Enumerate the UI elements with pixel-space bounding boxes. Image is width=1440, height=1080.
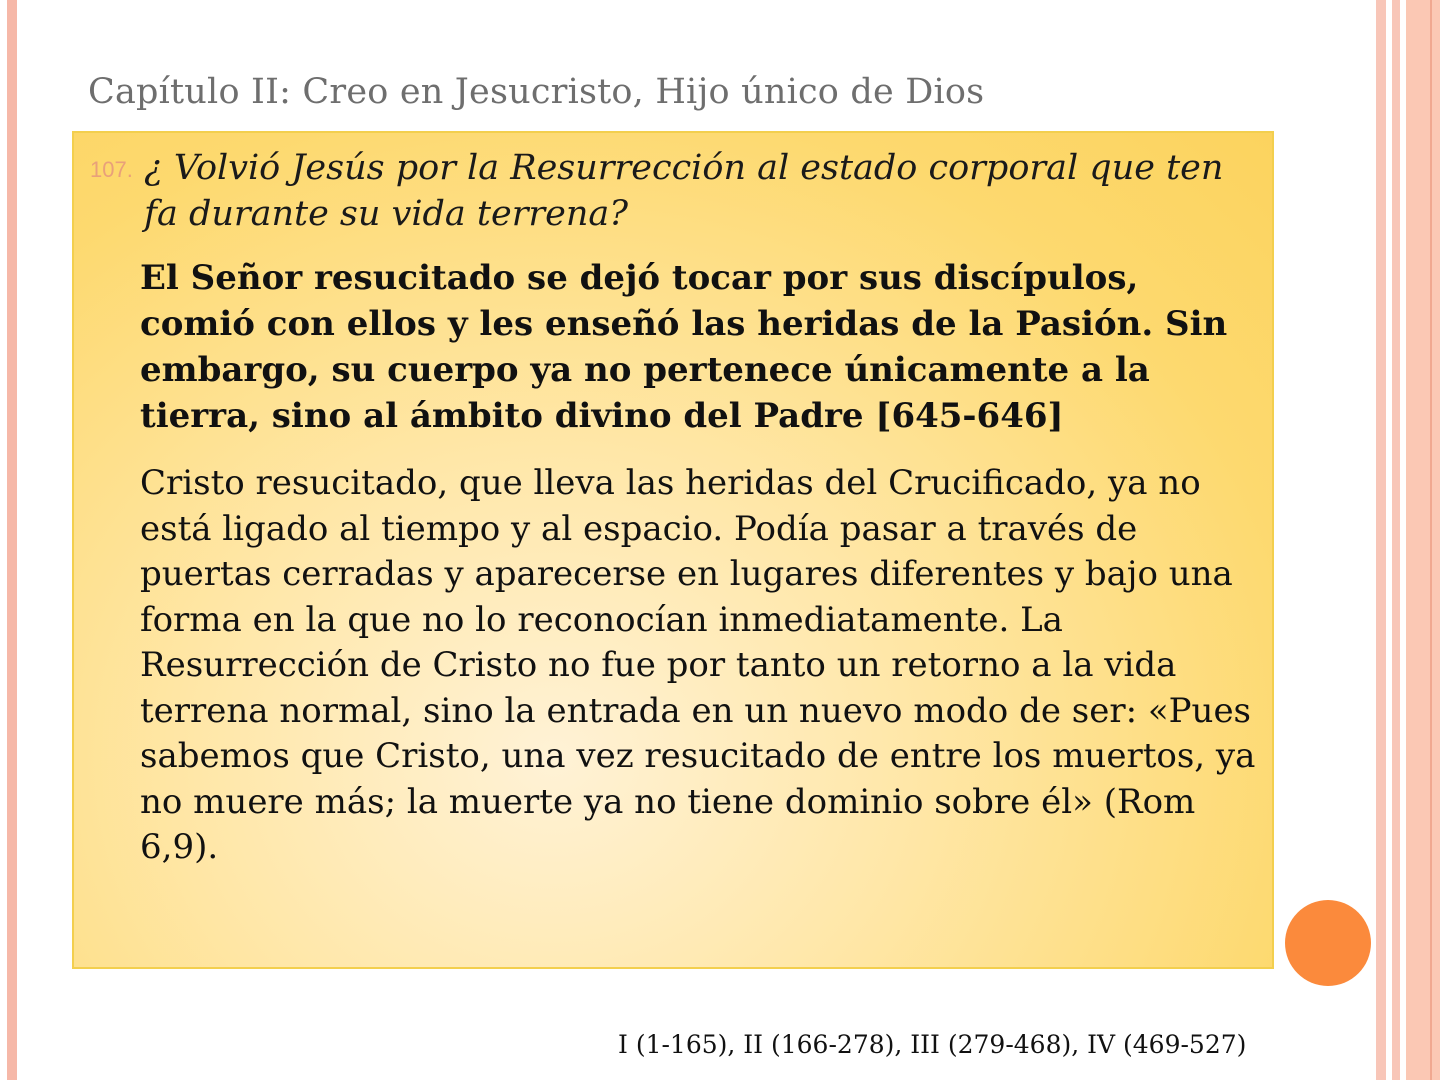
footer-chapter-ranges: I (1-165), II (166-278), III (279-468), IV (469-527) <box>618 1030 1247 1059</box>
slide-title: Capítulo II: Creo en Jesucristo, Hijo único de Dios <box>88 72 985 112</box>
content-box <box>72 131 1274 969</box>
answer-text: El Señor resucitado se dejó tocar por sus discípulos, comió con ellos y les enseñó las heridas de la Pasión. Sin embargo, su cuerpo ya no pertenece únicamente a la tierra, sino al ámbito divino del Padre [645-646] <box>140 258 1228 436</box>
right-decorative-stripe <box>1392 0 1400 1080</box>
item-number: 107. <box>90 157 133 182</box>
explanation-text: Cristo resucitado, que lleva las heridas del Crucificado, ya no está ligado al tiempo y al espacio. Podía pasar a través de puertas cerradas y aparecerse en lugares diferentes y bajo una forma en la que no lo reconocían inmediatamente. La Resurrección de Cristo no fue por tanto un retorno a la vida terrena normal, sino la entrada en un nuevo modo de ser: «Pues sabemos que Cristo, una vez resucitado de entre los muertos, ya no muere más; la muerte ya no tiene dominio sobre él» (Rom 6,9). <box>140 463 1256 867</box>
right-decorative-line <box>1430 0 1432 1080</box>
question-text: ¿ Volvió Jesús por la Resurrección al estado corporal que ten fa durante su vida terrena? <box>144 148 1224 234</box>
right-decorative-stripe <box>1376 0 1386 1080</box>
right-decorative-stripe <box>1406 0 1440 1080</box>
left-decorative-bar <box>7 0 17 1080</box>
decorative-circle <box>1285 900 1371 986</box>
